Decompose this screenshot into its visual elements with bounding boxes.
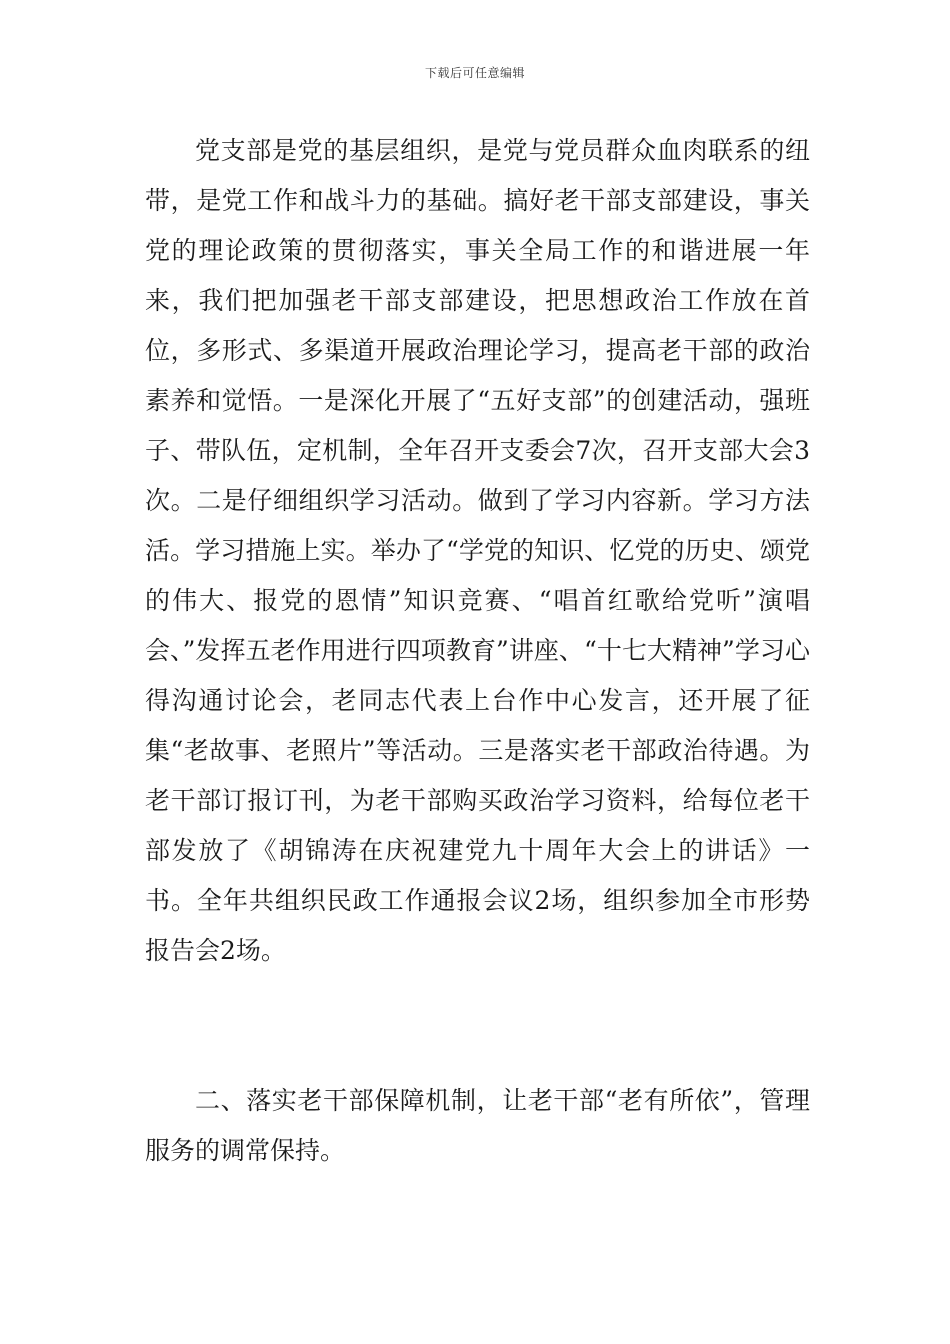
- section-heading-paragraph-2: 二、落实老干部保障机制，让老干部“老有所依”，管理服务的调常保持。: [145, 1086, 810, 1165]
- body-paragraph-1: 党支部是党的基层组织，是党与党员群众血肉联系的纽带，是党工作和战斗力的基础。搞好老干部支部建设，事关党的理论政策的贯彻落实，事关全局工作的和谐进展一年来，我们把加强老干部支部建设，把思想政治工作放在首位，多形式、多渠道开展政治理论学习，提高老干部的政治素养和觉悟。一是深化开展了“五好支部”的创建活动，强班子、带队伍，定机制，全年召开支委会7次，召开支部大会3次。二是仔细组织学习活动。做到了学习内容新。学习方法活。学习措施上实。举办了“学党的知识、忆党的历史、颂党的伟大、报党的恩情”知识竞赛、“唱首红歌给党听”演唱会、”发挥五老作用进行四项教育”讲座、“十七大精神”学习心得沟通讨论会，老同志代表上台作中心发言，还开展了征集“老故事、老照片”等活动。三是落实老干部政治待遇。为老干部订报订刊，为老干部购买政治学习资料，给每位老干部发放了《胡锦涛在庆祝建党九十周年大会上的讲话》一书。全年共组织民政工作通报会议2场，组织参加全市形势报告会2场。: [145, 136, 810, 965]
- page-header-note: 下载后可任意编辑: [424, 66, 525, 80]
